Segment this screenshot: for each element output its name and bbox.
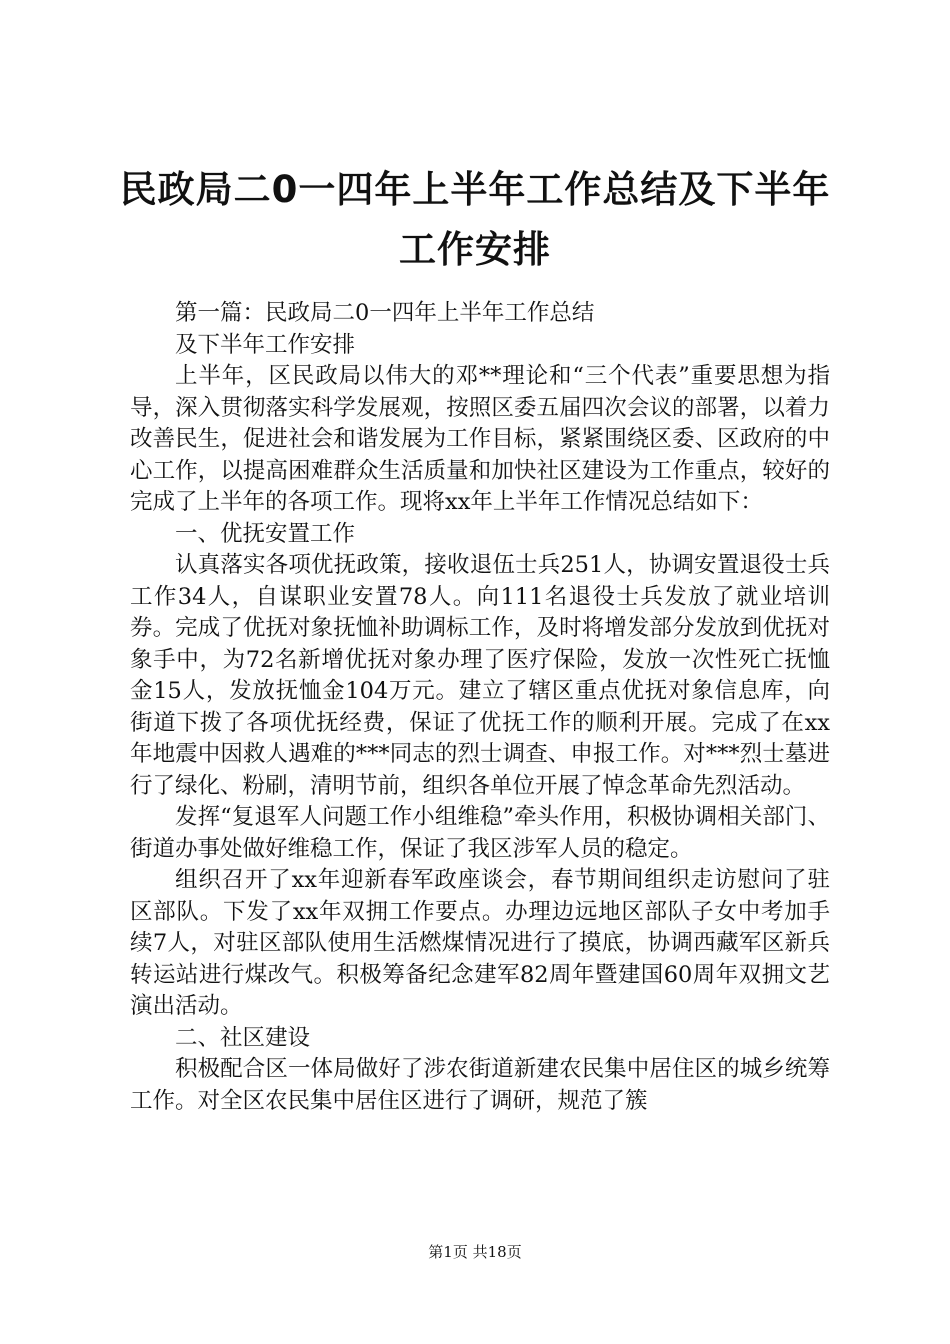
subsection-heading: 二、社区建设 <box>175 1024 311 1051</box>
body-paragraph: 发挥“复退军人问题工作小组维稳”牵头作用，积极协调相关部门、街道办事处做好维稳工作，保证了我区涉军人员的稳定。 <box>130 804 830 862</box>
document-body <box>130 298 830 1117</box>
section-heading-continued: 及下半年工作安排 <box>175 331 356 358</box>
section-heading: 第一篇：民政局二0一四年上半年工作总结 <box>175 300 595 326</box>
subsection-heading: 一、优抚安置工作 <box>175 520 356 547</box>
body-paragraph: 积极配合区一体局做好了涉农街道新建农民集中居住区的城乡统筹工作。对全区农民集中居住区进行了调研，规范了簇 <box>130 1056 830 1114</box>
body-paragraph: 组织召开了xx年迎新春军政座谈会，春节期间组织走访慰问了驻区部队。下发了xx年双拥工作要点。办理边远地区部队子女中考加手续7人，对驻区部队使用生活燃煤情况进行了摸底，协调西藏军区新兵转运站进行煤改气。积极筹备纪念建军82周年暨建国60周年双拥文艺演出活动。 <box>130 867 830 1019</box>
document-title: 民政局二0一四年上半年工作总结及下半年工作安排 <box>119 168 831 271</box>
body-paragraph: 认真落实各项优抚政策，接收退伍士兵251人，协调安置退役士兵工作34人，自谋职业安置78人。向111名退役士兵发放了就业培训券。完成了优抚对象抚恤补助调标工作，及时将增发部分发放到优抚对象手中，为72名新增优抚对象办理了医疗保险，发放一次性死亡抚恤金15人，发放抚恤金104万元。建立了辖区重点优抚对象信息库，向街道下拨了各项优抚经费，保证了优抚工作的顺利开展。完成了在xx年地震中因救人遇难的***同志的烈士调查、申报工作。对***烈士墓进行了绿化、粉刷，清明节前，组织各单位开展了悼念革命先烈活动。 <box>130 552 830 799</box>
page-number-footer: 第1页 共18页 <box>428 1243 522 1261</box>
body-paragraph: 上半年，区民政局以伟大的邓**理论和“三个代表”重要思想为指导，深入贯彻落实科学发展观，按照区委五届四次会议的部署，以着力改善民生，促进社会和谐发展为工作目标，紧紧围绕区委、区政府的中心工作，以提高困难群众生活质量和加快社区建设为工作重点，较好的完成了上半年的各项工作。现将xx年上半年工作情况总结如下： <box>130 363 830 515</box>
